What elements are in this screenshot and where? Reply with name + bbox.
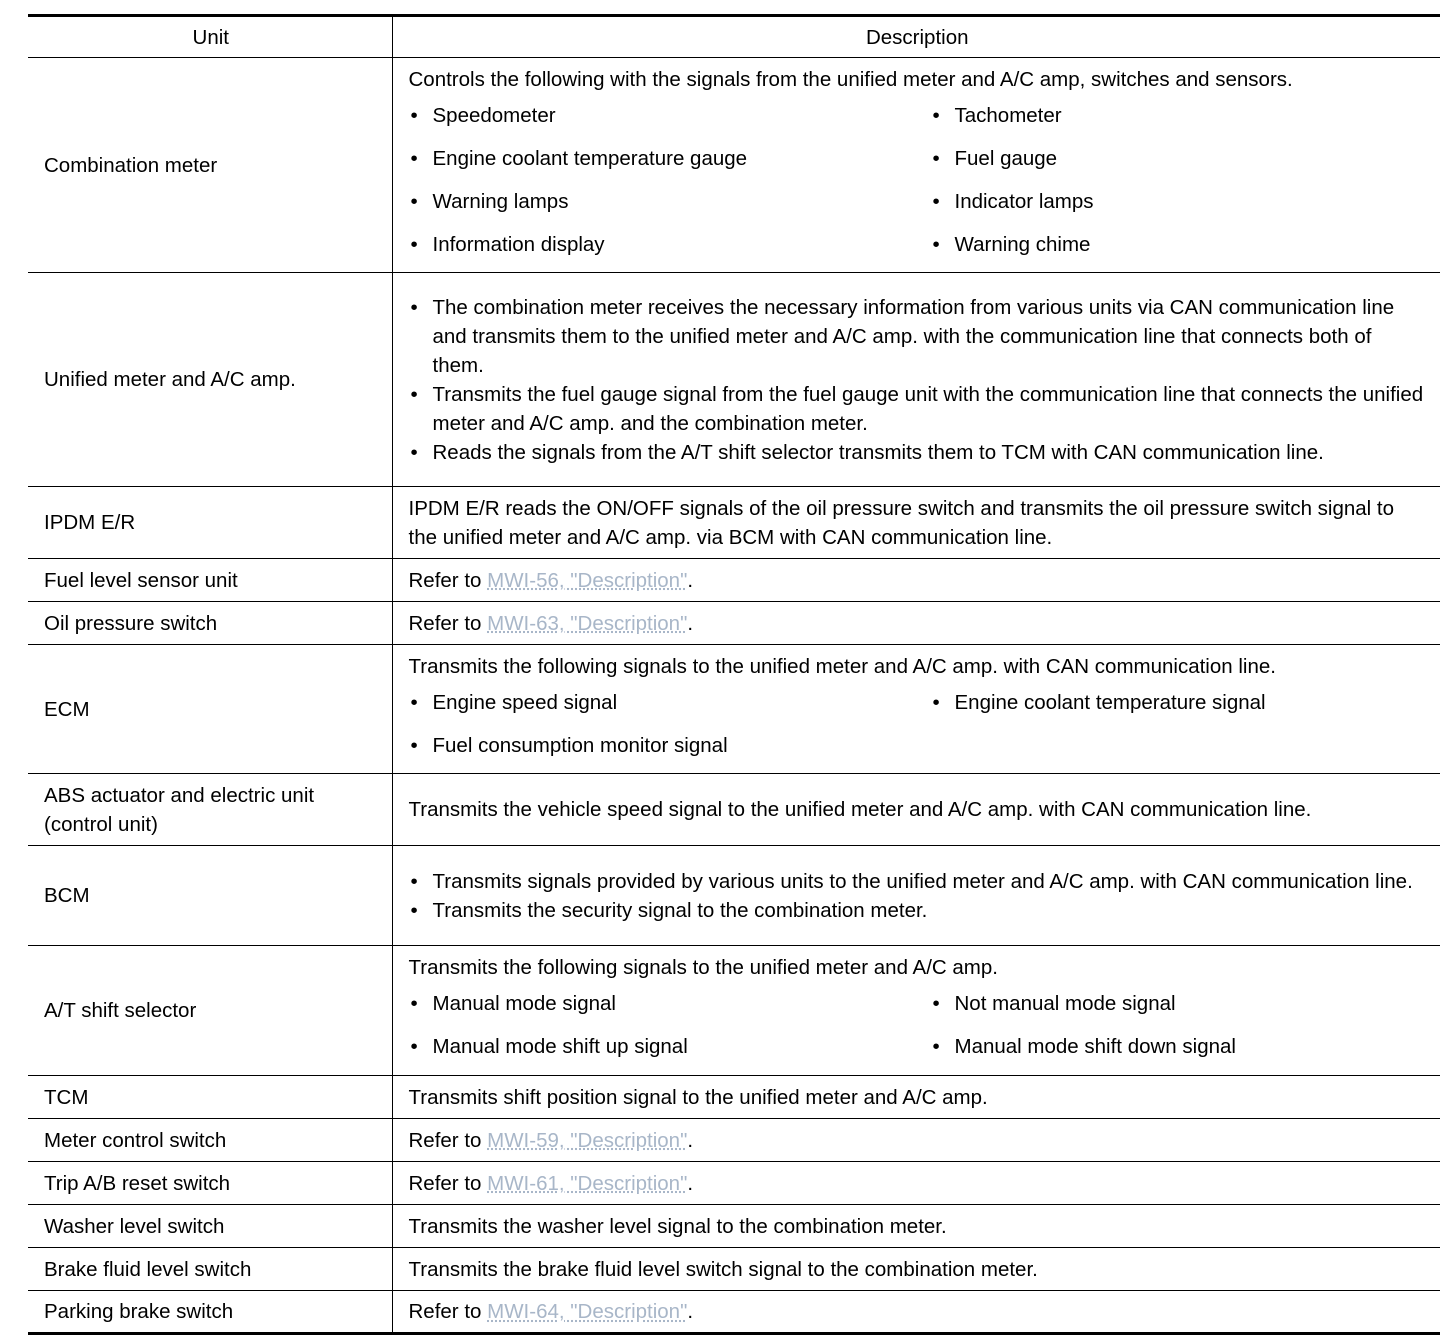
unit-cell: Washer level switch <box>28 1205 392 1248</box>
bullet-item: • Transmits signals provided by various units to the unified meter and A/C amp. with CAN communication line. <box>409 867 1427 896</box>
bullet-item: • Manual mode shift down signal <box>931 1025 1427 1068</box>
refer-prefix: Refer to <box>408 1171 482 1195</box>
bullet-item: • Manual mode shift up signal <box>409 1025 931 1068</box>
bullet-item: • Warning lamps <box>409 180 931 223</box>
bullet-item: • Speedometer <box>409 94 931 137</box>
unit-cell: TCM <box>28 1076 392 1119</box>
unit-cell: Oil pressure switch <box>28 602 392 645</box>
bullet-item: • The combination meter receives the necessary information from various units via CAN communication line and transmits them to the unified meter and A/C amp. with the communication line that connects both of them. <box>409 293 1427 380</box>
table-row <box>28 1291 1440 1334</box>
unit-cell: BCM <box>28 846 392 946</box>
description-cell: Refer to MWI-61, "Description". <box>392 1162 1440 1205</box>
bullet-list <box>409 293 1427 467</box>
refer-prefix: Refer to <box>408 1300 482 1323</box>
description-intro: Transmits the following signals to the unified meter and A/C amp. with CAN communication line. <box>408 654 1276 678</box>
description-cell <box>392 946 1440 1076</box>
table-row <box>28 58 1440 273</box>
bullet-item: • Engine speed signal <box>409 681 931 724</box>
cross-reference-link[interactable]: MWI-59, "Description" <box>487 1128 688 1152</box>
description-cell <box>392 273 1440 487</box>
unit-cell: ECM <box>28 645 392 774</box>
table-row <box>28 846 1440 946</box>
table-row <box>28 487 1440 559</box>
bullet-item: • Engine coolant temperature gauge <box>409 137 931 180</box>
description-cell: IPDM E/R reads the ON/OFF signals of the oil pressure switch and transmits the oil pressure switch signal to the unified meter and A/C amp. via BCM with CAN communication line. <box>392 487 1440 559</box>
description-intro: Transmits the following signals to the unified meter and A/C amp. <box>408 956 998 979</box>
unit-cell: ABS actuator and electric unit (control unit) <box>28 774 392 846</box>
bullet-item: • Fuel consumption monitor signal <box>409 724 931 767</box>
unit-cell: IPDM E/R <box>28 487 392 559</box>
cross-reference-link[interactable]: MWI-56, "Description" <box>487 568 688 592</box>
refer-prefix: Refer to <box>408 1128 482 1152</box>
unit-cell: Brake fluid level switch <box>28 1248 392 1291</box>
bullet-item: • Not manual mode signal <box>931 982 1427 1025</box>
description-cell: Transmits shift position signal to the unified meter and A/C amp. <box>392 1076 1440 1119</box>
table-row <box>28 1119 1440 1162</box>
bullet-item: • Manual mode signal <box>409 982 931 1025</box>
table-row <box>28 602 1440 645</box>
unit-cell: A/T shift selector <box>28 946 392 1076</box>
bullet-grid <box>409 982 1427 1068</box>
header-description: Description <box>392 16 1440 58</box>
table-row <box>28 1076 1440 1119</box>
unit-cell: Unified meter and A/C amp. <box>28 273 392 487</box>
table-row <box>28 1248 1440 1291</box>
unit-cell: Combination meter <box>28 58 392 273</box>
description-cell: Refer to MWI-56, "Description". <box>392 559 1440 602</box>
bullet-item: • Fuel gauge <box>931 137 1427 180</box>
unit-cell: Trip A/B reset switch <box>28 1162 392 1205</box>
table-row <box>28 1205 1440 1248</box>
table-row <box>28 1162 1440 1205</box>
description-cell <box>392 58 1440 273</box>
description-cell: Refer to MWI-63, "Description". <box>392 602 1440 645</box>
table-row <box>28 774 1440 846</box>
description-cell: Transmits the washer level signal to the combination meter. <box>392 1205 1440 1248</box>
header-row <box>28 16 1440 58</box>
unit-cell: Parking brake switch <box>28 1291 392 1334</box>
description-cell <box>392 645 1440 774</box>
description-cell: Refer to MWI-59, "Description". <box>392 1119 1440 1162</box>
description-intro: Controls the following with the signals from the unified meter and A/C amp, switches and sensors. <box>408 67 1293 91</box>
table-row <box>28 645 1440 774</box>
table-row <box>28 273 1440 487</box>
bullet-item: • Reads the signals from the A/T shift selector transmits them to TCM with CAN communication line. <box>409 438 1427 467</box>
description-cell: Transmits the brake fluid level switch signal to the combination meter. <box>392 1248 1440 1291</box>
bullet-item: • Tachometer <box>931 94 1427 137</box>
bullet-grid <box>409 681 1427 767</box>
refer-prefix: Refer to <box>408 568 482 592</box>
bullet-item: • Transmits the fuel gauge signal from the fuel gauge unit with the communication line that connects the unified meter and A/C amp. and the combination meter. <box>409 380 1427 438</box>
bullet-item: • Engine coolant temperature signal <box>931 681 1427 724</box>
bullet-item: • Warning chime <box>931 223 1427 266</box>
table-row <box>28 946 1440 1076</box>
bullet-grid <box>409 94 1427 266</box>
unit-description-table <box>28 14 1440 1335</box>
cross-reference-link[interactable]: MWI-64, "Description" <box>487 1300 688 1323</box>
bullet-item: • Indicator lamps <box>931 180 1427 223</box>
refer-prefix: Refer to <box>408 611 482 635</box>
table-row <box>28 559 1440 602</box>
description-cell: Refer to MWI-64, "Description". <box>392 1291 1440 1334</box>
unit-cell: Fuel level sensor unit <box>28 559 392 602</box>
cross-reference-link[interactable]: MWI-63, "Description" <box>487 611 688 635</box>
cross-reference-link[interactable]: MWI-61, "Description" <box>487 1171 688 1195</box>
bullet-list <box>409 867 1427 925</box>
description-cell <box>392 846 1440 946</box>
header-unit: Unit <box>28 16 392 58</box>
unit-cell: Meter control switch <box>28 1119 392 1162</box>
bullet-item: • Transmits the security signal to the combination meter. <box>409 896 1427 925</box>
bullet-item: • Information display <box>409 223 931 266</box>
description-cell: Transmits the vehicle speed signal to the unified meter and A/C amp. with CAN communication line. <box>392 774 1440 846</box>
